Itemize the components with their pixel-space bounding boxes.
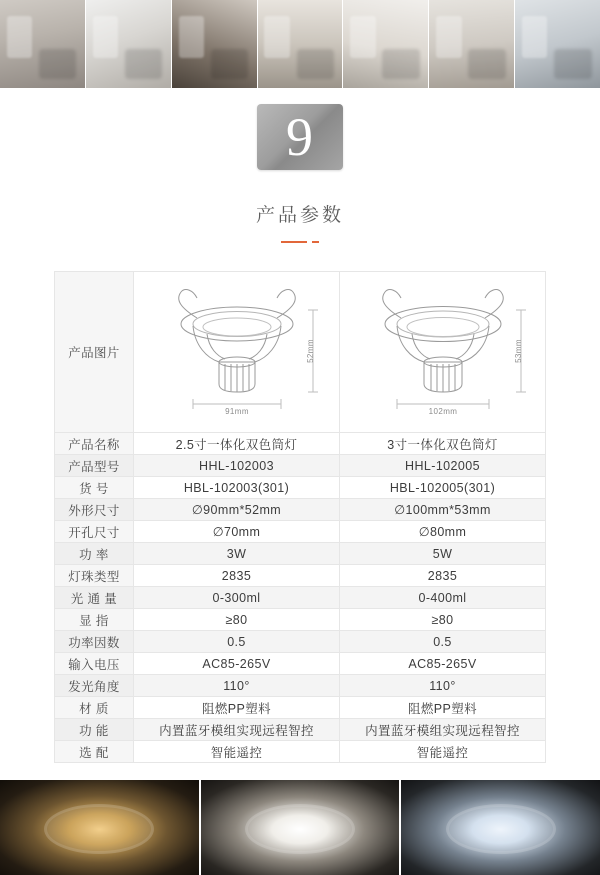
table-row-product-image bbox=[55, 272, 546, 433]
row-value-col1: 0-300ml bbox=[134, 587, 340, 609]
page-title: 产品参数 bbox=[255, 205, 344, 226]
row-value-col2: ≥80 bbox=[340, 609, 546, 631]
row-value-col1: 2.5寸一体化双色筒灯 bbox=[134, 433, 340, 455]
row-label: 功 能 bbox=[55, 719, 134, 741]
row-value-col2: 阻燃PP塑料 bbox=[340, 697, 546, 719]
row-label: 外形尺寸 bbox=[55, 499, 134, 521]
row-value-col2: AC85-265V bbox=[340, 653, 546, 675]
neutral-light-demo-photo bbox=[201, 780, 402, 875]
row-value-col1: 阻燃PP塑料 bbox=[134, 697, 340, 719]
row-label: 产品名称 bbox=[55, 433, 134, 455]
row-label: 灯珠类型 bbox=[55, 565, 134, 587]
row-label: 功率因数 bbox=[55, 631, 134, 653]
row-label: 光 通 量 bbox=[55, 587, 134, 609]
table-row bbox=[55, 433, 546, 455]
warm-light-demo-photo bbox=[0, 780, 201, 875]
row-label: 功 率 bbox=[55, 543, 134, 565]
dimension-width-label-2: 102mm bbox=[428, 407, 457, 416]
divider-bar-short bbox=[312, 241, 319, 243]
downlight-illustration-2 bbox=[340, 272, 545, 432]
row-value-col1: 内置蓝牙模组实现远程智控 bbox=[134, 719, 340, 741]
table-row bbox=[55, 631, 546, 653]
table-row bbox=[55, 587, 546, 609]
cool-light-demo-photo bbox=[401, 780, 600, 875]
dimension-height-label-2: 53mm bbox=[513, 339, 523, 363]
row-value-col2: ∅100mm*53mm bbox=[340, 499, 546, 521]
row-value-col2: 110° bbox=[340, 675, 546, 697]
divider-bar-long bbox=[281, 241, 307, 243]
row-value-col2: 2835 bbox=[340, 565, 546, 587]
row-value-col1: 智能遥控 bbox=[134, 741, 340, 763]
lamp-ring bbox=[446, 804, 556, 854]
row-label: 产品图片 bbox=[55, 272, 134, 433]
spec-table-wrap bbox=[54, 271, 546, 763]
showroom-photo bbox=[172, 0, 258, 88]
row-value-col1: ≥80 bbox=[134, 609, 340, 631]
showroom-photo bbox=[0, 0, 86, 88]
product-image-cell-1 bbox=[134, 272, 340, 433]
row-value-col1: AC85-265V bbox=[134, 653, 340, 675]
table-row bbox=[55, 719, 546, 741]
table-row bbox=[55, 697, 546, 719]
showroom-photo bbox=[343, 0, 429, 88]
dimension-width-label-1: 91mm bbox=[224, 407, 249, 416]
row-label: 产品型号 bbox=[55, 455, 134, 477]
row-value-col1: ∅90mm*52mm bbox=[134, 499, 340, 521]
row-label: 选 配 bbox=[55, 741, 134, 763]
row-value-col2: 3寸一体化双色筒灯 bbox=[340, 433, 546, 455]
table-row bbox=[55, 477, 546, 499]
row-value-col1: 3W bbox=[134, 543, 340, 565]
showroom-photo bbox=[515, 0, 600, 88]
spec-table bbox=[54, 271, 546, 763]
row-label: 发光角度 bbox=[55, 675, 134, 697]
row-value-col2: 0.5 bbox=[340, 631, 546, 653]
table-row bbox=[55, 521, 546, 543]
title-divider bbox=[0, 241, 600, 243]
row-value-col2: 内置蓝牙模组实现远程智控 bbox=[340, 719, 546, 741]
section-number: 9 bbox=[286, 107, 314, 167]
lamp-ring bbox=[245, 804, 355, 854]
row-value-col1: HBL-102003(301) bbox=[134, 477, 340, 499]
table-row bbox=[55, 675, 546, 697]
light-color-demo-strip bbox=[0, 780, 600, 875]
table-row bbox=[55, 609, 546, 631]
row-value-col1: HHL-102003 bbox=[134, 455, 340, 477]
row-value-col2: 5W bbox=[340, 543, 546, 565]
row-value-col1: 2835 bbox=[134, 565, 340, 587]
product-image-cell-2 bbox=[340, 272, 546, 433]
row-value-col2: 智能遥控 bbox=[340, 741, 546, 763]
row-value-col2: HBL-102005(301) bbox=[340, 477, 546, 499]
table-row bbox=[55, 741, 546, 763]
section-number-badge bbox=[257, 104, 343, 170]
row-label: 开孔尺寸 bbox=[55, 521, 134, 543]
row-value-col2: 0-400ml bbox=[340, 587, 546, 609]
table-row bbox=[55, 565, 546, 587]
table-row bbox=[55, 653, 546, 675]
downlight-drawing-icon bbox=[343, 272, 543, 432]
showroom-photo-strip bbox=[0, 0, 600, 88]
section-number-badge-wrap bbox=[0, 104, 600, 170]
row-label: 货 号 bbox=[55, 477, 134, 499]
showroom-photo bbox=[429, 0, 515, 88]
row-label: 输入电压 bbox=[55, 653, 134, 675]
row-value-col1: 0.5 bbox=[134, 631, 340, 653]
row-label: 材 质 bbox=[55, 697, 134, 719]
dimension-height-label-1: 52mm bbox=[305, 339, 315, 363]
downlight-illustration-1 bbox=[134, 272, 339, 432]
table-row bbox=[55, 455, 546, 477]
table-row bbox=[55, 499, 546, 521]
row-value-col1: 110° bbox=[134, 675, 340, 697]
downlight-drawing-icon bbox=[137, 272, 337, 432]
row-value-col1: ∅70mm bbox=[134, 521, 340, 543]
table-row bbox=[55, 543, 546, 565]
showroom-photo bbox=[86, 0, 172, 88]
lamp-ring bbox=[44, 804, 154, 854]
showroom-photo bbox=[258, 0, 344, 88]
row-label: 显 指 bbox=[55, 609, 134, 631]
row-value-col2: ∅80mm bbox=[340, 521, 546, 543]
row-value-col2: HHL-102005 bbox=[340, 455, 546, 477]
